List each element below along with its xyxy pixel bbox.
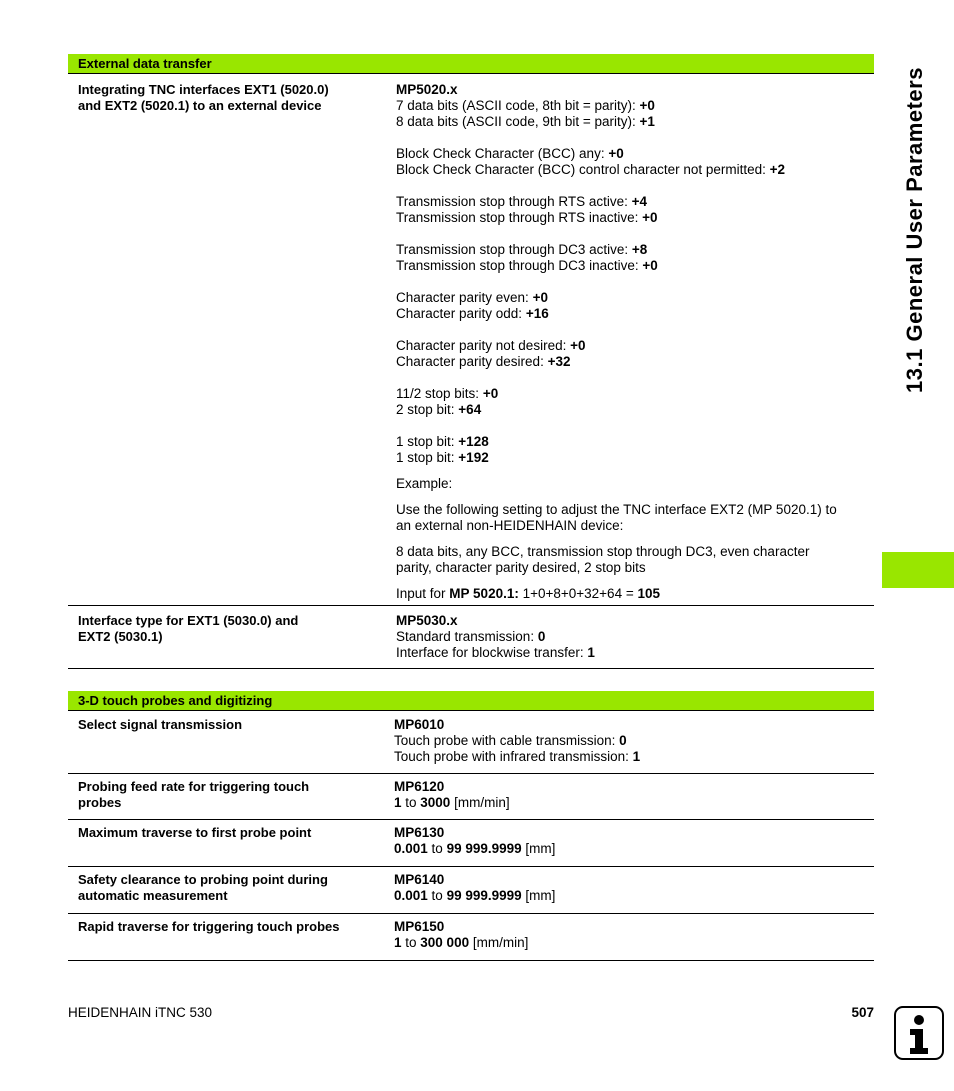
setting-line: Character parity desired: +32: [396, 354, 571, 369]
param-label-mp5020: Integrating TNC interfaces EXT1 (5020.0) and EXT2 (5020.1) to an external device: [78, 82, 329, 113]
mp-code: MP6120: [394, 779, 445, 794]
setting-line: 11/2 stop bits: +0: [396, 386, 499, 401]
setting-line: 2 stop bit: +64: [396, 402, 482, 417]
table-row-mp6010: [68, 711, 874, 774]
example-settings: 8 data bits, any BCC, transmission stop through DC3, even character parity, character parity desired, 2 stop bits: [396, 544, 810, 575]
setting-line: Block Check Character (BCC) any: +0: [396, 146, 624, 161]
setting-line: Transmission stop through RTS inactive: +0: [396, 210, 658, 225]
setting-line: Transmission stop through DC3 inactive: +0: [396, 258, 658, 273]
mp-code: MP6130: [394, 825, 445, 840]
param-label-mp6130: Maximum traverse to first probe point: [78, 825, 312, 840]
touch-probes-table: [68, 691, 874, 961]
value-range: 1 to 3000 [mm/min]: [394, 795, 510, 810]
chapter-tab-marker: [882, 552, 954, 588]
chapter-side-title: 13.1 General User Parameters: [902, 67, 927, 393]
page-number: 507: [851, 1005, 874, 1020]
setting-line: Character parity even: +0: [396, 290, 548, 305]
mp-code: MP6150: [394, 919, 445, 934]
param-label-mp5030: Interface type for EXT1 (5030.0) and EXT2 (5030.1): [78, 613, 299, 644]
value-range: 1 to 300 000 [mm/min]: [394, 935, 529, 950]
example-input: Input for MP 5020.1: 1+0+8+0+32+64 = 105: [396, 586, 660, 601]
table-row-mp6150: [68, 914, 874, 961]
table-row-mp5020: [68, 74, 874, 606]
setting-line: 1 stop bit: +128: [396, 434, 489, 449]
example-description: Use the following setting to adjust the TNC interface EXT2 (MP 5020.1) to an external non-HEIDENHAIN device:: [396, 502, 837, 533]
param-values-mp6130: [388, 825, 874, 866]
setting-line: 8 data bits (ASCII code, 9th bit = parity): +1: [396, 114, 655, 129]
param-values-mp6120: [388, 779, 874, 819]
setting-line: Touch probe with infrared transmission: 1: [394, 749, 641, 764]
setting-line: Transmission stop through RTS active: +4: [396, 194, 648, 209]
setting-line: Standard transmission: 0: [396, 629, 546, 644]
param-values-mp6140: [388, 872, 874, 913]
value-range: 0.001 to 99 999.9999 [mm]: [394, 888, 556, 903]
example-label: Example:: [396, 476, 453, 491]
mp-code: MP5030.x: [396, 613, 458, 628]
section-header-external-data-transfer: External data transfer: [68, 54, 874, 74]
table-row-mp5030: [68, 606, 874, 669]
section-header-touch-probes: 3-D touch probes and digitizing: [68, 691, 874, 711]
setting-line: 7 data bits (ASCII code, 8th bit = parity): +0: [396, 98, 655, 113]
param-label-mp6120: Probing feed rate for triggering touch probes: [78, 779, 310, 810]
table-row-mp6130: [68, 820, 874, 867]
mp-code: MP5020.x: [396, 82, 458, 97]
param-label-mp6150: Rapid traverse for triggering touch probes: [78, 919, 340, 934]
footer-product: HEIDENHAIN iTNC 530: [68, 1005, 213, 1020]
external-data-transfer-table: [68, 54, 874, 669]
value-range: 0.001 to 99 999.9999 [mm]: [394, 841, 556, 856]
setting-line: 1 stop bit: +192: [396, 450, 489, 465]
table-row-mp6120: [68, 774, 874, 820]
info-icon: [894, 1006, 944, 1060]
mp-code: MP6010: [394, 717, 445, 732]
param-label-mp6140: Safety clearance to probing point during automatic measurement: [78, 872, 328, 903]
setting-line: Character parity not desired: +0: [396, 338, 586, 353]
param-values-mp6010: [388, 717, 874, 773]
param-values-mp6150: [388, 919, 874, 960]
setting-line: Touch probe with cable transmission: 0: [394, 733, 627, 748]
setting-line: Block Check Character (BCC) control character not permitted: +2: [396, 162, 786, 177]
table-row-mp6140: [68, 867, 874, 914]
param-values-mp5020: [388, 82, 874, 605]
param-values-mp5030: [388, 613, 874, 668]
mp-code: MP6140: [394, 872, 445, 887]
param-label-mp6010: Select signal transmission: [78, 717, 243, 732]
setting-line: Character parity odd: +16: [396, 306, 549, 321]
setting-line: Transmission stop through DC3 active: +8: [396, 242, 648, 257]
setting-line: Interface for blockwise transfer: 1: [396, 645, 595, 660]
